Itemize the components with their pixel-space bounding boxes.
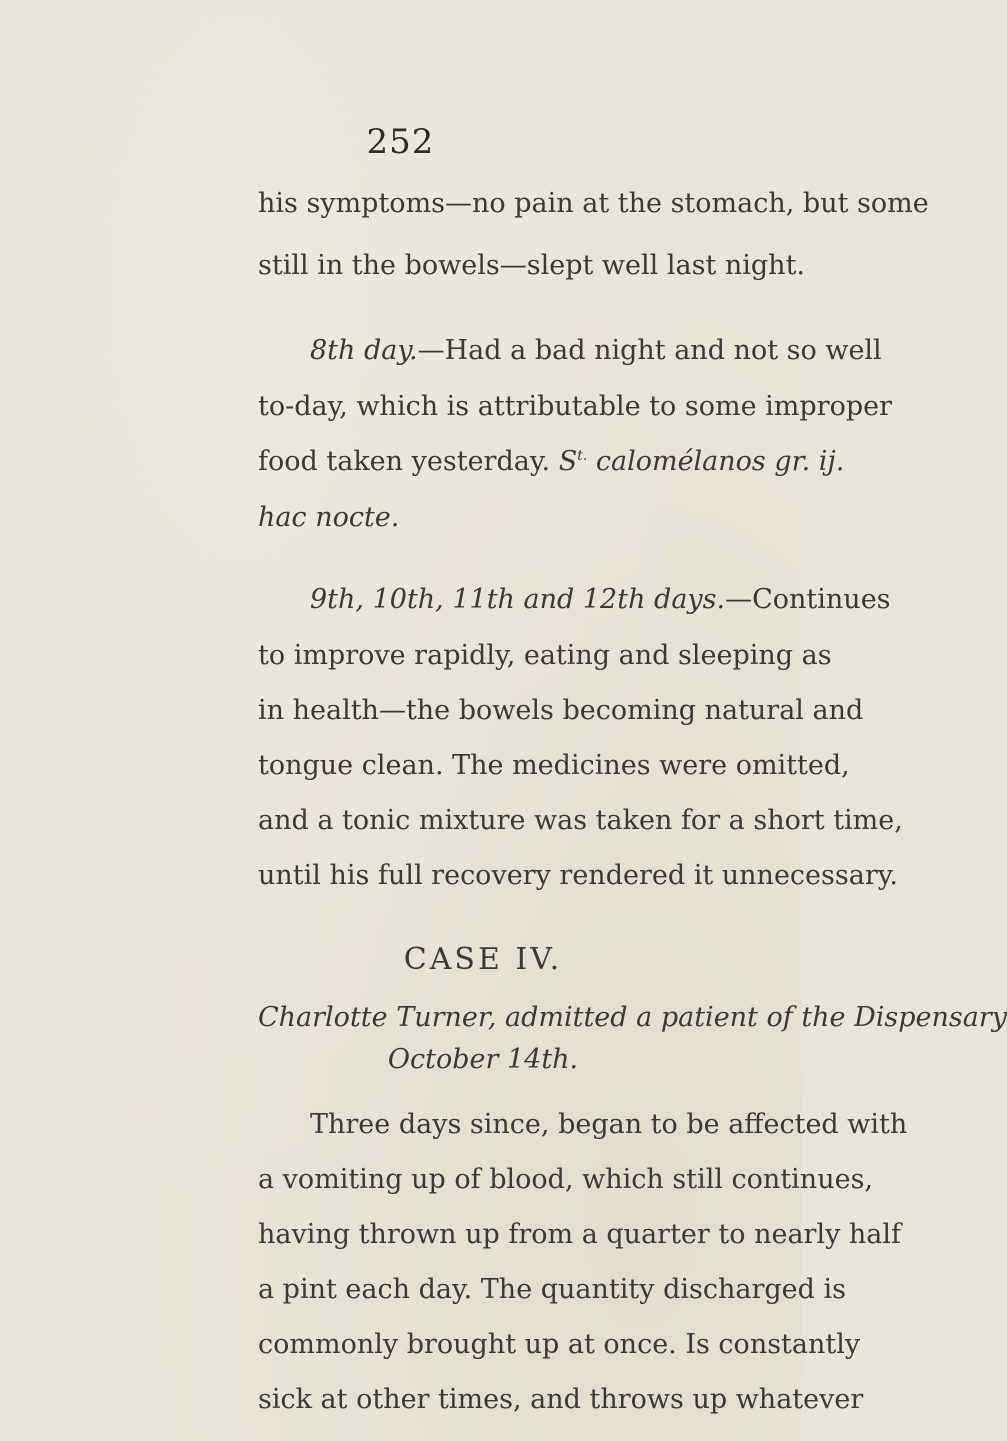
text-line: commonly brought up at once. Is constantly <box>258 1329 861 1360</box>
text-line <box>310 584 891 615</box>
page-number: 252 <box>366 122 435 162</box>
text-line: to improve rapidly, eating and sleeping as <box>258 640 832 671</box>
text-line: hac nocte. <box>258 502 400 533</box>
text-span: —Continues <box>725 584 891 615</box>
case-heading: CASE IV. <box>403 942 563 977</box>
text-line: until his full recovery rendered it unnecessary. <box>258 860 898 891</box>
text-line: still in the bowels—slept well last night. <box>258 250 806 281</box>
text-line: having thrown up from a quarter to nearly half <box>258 1219 902 1250</box>
prescription-sup: t. <box>577 448 588 464</box>
text-line: his symptoms—no pain at the stomach, but some <box>258 188 929 219</box>
days-label: 9th, 10th, 11th and 12th days. <box>310 584 726 615</box>
prescription-text: calomélanos gr. ij. <box>595 446 845 477</box>
text-line: tongue clean. The medicines were omitted, <box>258 750 850 781</box>
text-span: —Had a bad night and not so well <box>417 335 882 366</box>
text-span: food taken yesterday. <box>258 446 551 477</box>
text-line <box>258 446 845 477</box>
text-line: a vomiting up of blood, which still continues, <box>258 1164 874 1195</box>
text-line <box>310 335 882 366</box>
text-line: a pint each day. The quantity discharged is <box>258 1274 847 1305</box>
text-line: sick at other times, and throws up whatever <box>258 1384 864 1415</box>
day-label: 8th day. <box>310 335 418 366</box>
text-line: Three days since, began to be affected with <box>310 1109 908 1140</box>
case-subtitle: Charlotte Turner, admitted a patient of the Dispensary <box>258 1002 1007 1033</box>
text-line: to-day, which is attributable to some improper <box>258 391 892 422</box>
case-date: October 14th. <box>387 1044 579 1075</box>
text-line: in health—the bowels becoming natural and <box>258 695 864 726</box>
prescription-s <box>559 446 588 477</box>
text-line: and a tonic mixture was taken for a short time, <box>258 805 903 836</box>
prescription-letter: S <box>558 446 578 477</box>
